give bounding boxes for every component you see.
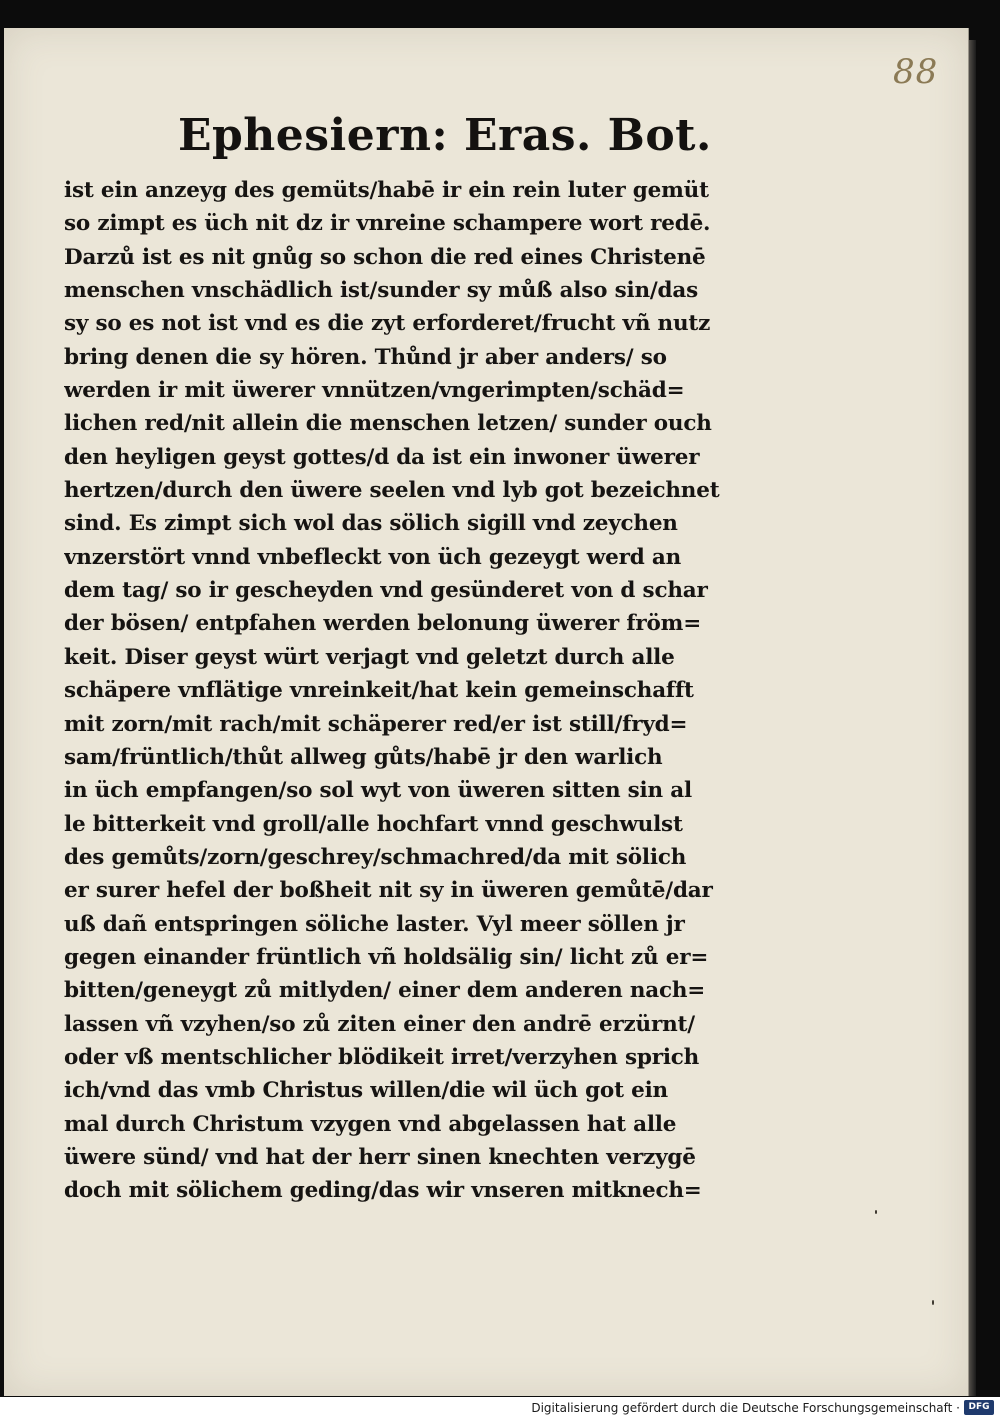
- text-line: so zimpt es üch nit dz ir vnreine schampere wort redē.: [64, 211, 711, 237]
- text-line: werden ir mit üwerer vnnützen/vngerimpten/schäd=: [64, 378, 685, 404]
- text-line: oder vß mentschlicher blödikeit irret/verzyhen sprich: [64, 1044, 700, 1070]
- text-line: dem tag/ so ir gescheyden vnd gesünderet von d schar: [64, 578, 708, 604]
- text-line: des gemůts/zorn/geschrey/schmachred/da mit sölich: [64, 844, 687, 870]
- text-line: üwere sünd/ vnd hat der herr sinen knechten verzygē: [64, 1144, 696, 1170]
- page-edge-shadow: [968, 40, 976, 1396]
- text-line: vnzerstört vnnd vnbefleckt von üch gezeygt werd an: [64, 544, 681, 570]
- funding-credit: Digitalisierung gefördert durch die Deutsche Forschungsgemeinschaft ·: [531, 1401, 960, 1415]
- page-body-text: [64, 174, 724, 1208]
- running-title: Ephesiern: Eras. Bot.: [178, 110, 712, 161]
- text-line: doch mit sölichem geding/das wir vnseren mitknech=: [64, 1178, 702, 1204]
- text-line: sam/früntlich/thůt allweg gůts/habē jr den warlich: [64, 744, 663, 770]
- text-line: mit zorn/mit rach/mit schäperer red/er ist still/fryd=: [64, 711, 688, 737]
- text-line: sind. Es zimpt sich wol das sölich sigill vnd zeychen: [64, 511, 678, 537]
- text-line: ist ein anzeyg des gemüts/habē ir ein rein luter gemüt: [64, 178, 709, 203]
- text-line: bitten/geneygt zů mitlyden/ einer dem anderen nach=: [64, 978, 706, 1004]
- text-line: lichen red/nit allein die menschen letzen/ sunder ouch: [64, 411, 712, 437]
- text-line: hertzen/durch den üwere seelen vnd lyb got bezeichnet: [64, 478, 720, 504]
- text-line: in üch empfangen/so sol wyt von üweren sitten sin al: [64, 778, 692, 804]
- text-line: schäpere vnflätige vnreinkeit/hat kein gemeinschafft: [64, 678, 694, 704]
- text-line: keit. Diser geyst würt verjagt vnd geletzt durch alle: [64, 644, 675, 670]
- text-line: gegen einander früntlich vñ holdsälig sin/ licht zů er=: [64, 944, 709, 970]
- paper-speck: [932, 1300, 934, 1305]
- text-line: er surer hefel der boßheit nit sy in üweren gemůtē/dar: [64, 878, 713, 904]
- text-line: mal durch Christum vzygen vnd abgelassen hat alle: [64, 1111, 677, 1137]
- footer-bar: [0, 1397, 1000, 1419]
- text-line: sy so es not ist vnd es die zyt erforderet/frucht vñ nutz: [64, 311, 711, 337]
- text-line: uß dañ entspringen söliche laster. Vyl meer söllen jr: [64, 911, 685, 937]
- text-line: der bösen/ entpfahen werden belonung üwerer fröm=: [64, 611, 702, 637]
- text-line: menschen vnschädlich ist/sunder sy můß also sin/das: [64, 278, 699, 304]
- text-line: Darzů ist es nit gnůg so schon die red eines Christenē: [64, 244, 706, 270]
- text-line: den heyligen geyst gottes/d da ist ein inwoner üwerer: [64, 444, 700, 470]
- text-line: le bitterkeit vnd groll/alle hochfart vnnd geschwulst: [64, 811, 683, 837]
- dfg-logo: DFG: [964, 1400, 994, 1415]
- text-line: bring denen die sy hören. Thůnd jr aber anders/ so: [64, 344, 667, 370]
- paper-speck: [875, 1210, 877, 1214]
- folio-number: 88: [893, 52, 939, 92]
- text-line: ich/vnd das vmb Christus willen/die wil üch got ein: [64, 1078, 668, 1104]
- text-line: lassen vñ vzyhen/so zů ziten einer den andrē erzürnt/: [64, 1011, 695, 1037]
